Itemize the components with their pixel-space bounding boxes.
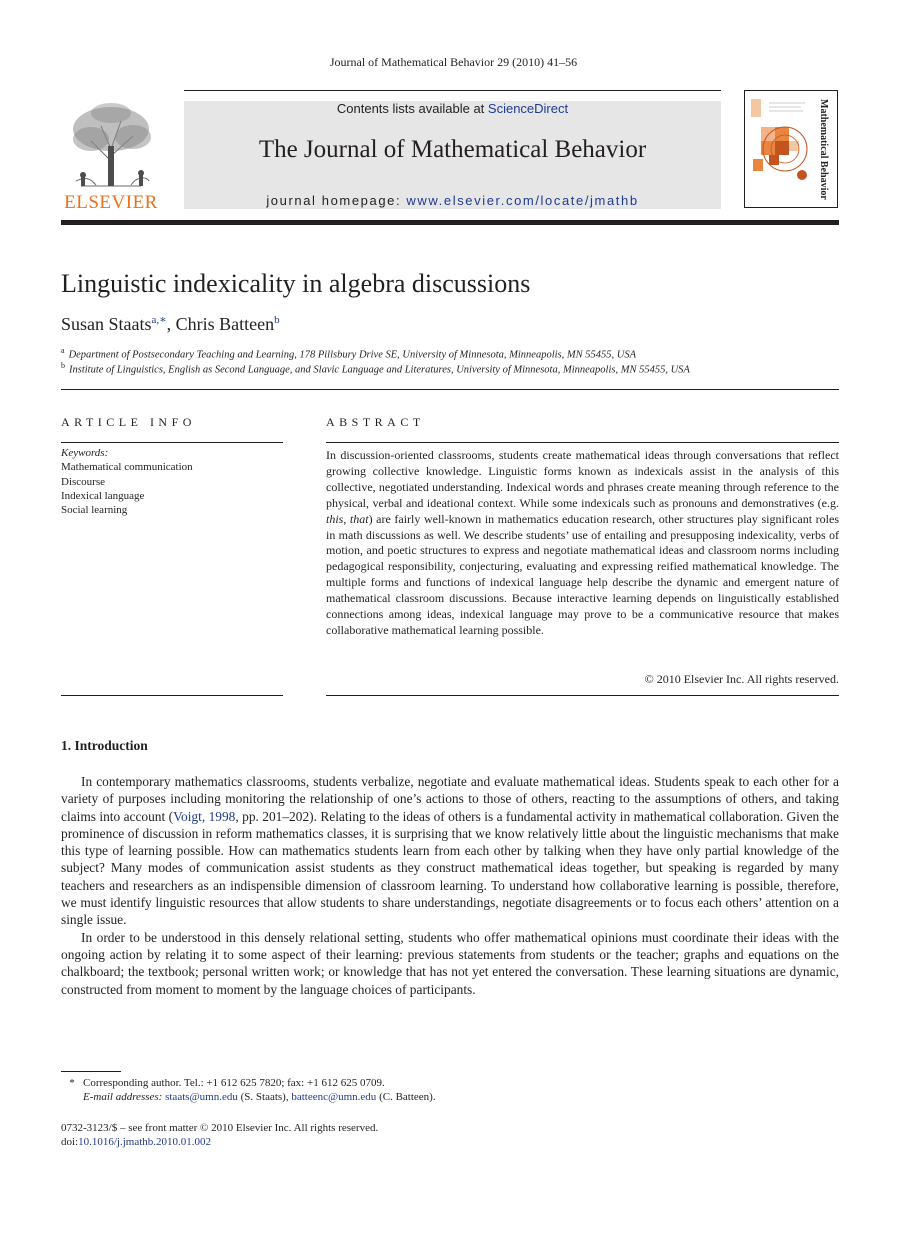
affiliation-a xyxy=(61,346,636,361)
affiliation-text: Institute of Linguistics, English as Second Language, and Slavic Language and Literatures, University of Minnesota, Minneapolis, MN 55455, USA xyxy=(69,364,690,376)
article-info-heading: ARTICLE INFO xyxy=(61,415,196,429)
affiliation-mark: a xyxy=(61,346,65,355)
doi-link[interactable]: 10.1016/j.jmathb.2010.01.002 xyxy=(78,1136,212,1148)
abstract-text: In discussion-oriented classrooms, students create mathematical ideas through conversations that reflect growing collective knowledge. Linguistic forms known as indexicals assist in the analysis of this collective, negotiated understanding. Indexical words and phrases create meaning through reference to the physical, verbal and ideational context. While some indexicals such as pronouns and demonstratives (e.g. xyxy=(326,448,839,510)
footnote-text: Corresponding author. Tel.: +1 612 625 7820; fax: +1 612 625 0709. xyxy=(83,1077,385,1089)
keyword-item: Mathematical communication xyxy=(61,461,193,473)
journal-cover-image xyxy=(744,90,838,208)
introduction-body xyxy=(61,773,839,998)
affiliation-mark: b xyxy=(61,361,65,370)
email-owner: (C. Batteen). xyxy=(376,1091,436,1103)
contents-line xyxy=(184,101,721,116)
body-paragraph xyxy=(61,773,839,929)
abstract-text: ) are fairly well-known in mathematics education research, other structures play significant roles in math discussions as well. We describe students’ use of entailing and presupposing indexicality, verbs of motion, and poetic structures to express and negotiate mathematical ideas and classroom norms including pedagogical responsibility, conjecturing, evaluating and expressing reified mathematical knowledge. The multiple forms and functions of indexical language help describe the dynamic and emergent nature of mathematical classroom discussions. Because interactive learning depends on linguistically established connections among ideas, indexical language may prove to be a communicative resource that makes collaborative mathematical learning possible. xyxy=(326,511,839,637)
abstract-italic: this xyxy=(326,511,344,526)
email-link[interactable]: batteenc@umn.edu xyxy=(291,1091,377,1103)
footnote-rule xyxy=(61,1071,121,1072)
doi-label: doi: xyxy=(61,1136,79,1148)
email-link[interactable]: staats@umn.edu xyxy=(165,1091,238,1103)
keyword-item: Discourse xyxy=(61,476,105,488)
masthead-top-rule xyxy=(184,90,721,91)
paragraph-text: In contemporary mathematics classrooms, students verbalize, negotiate and evaluate mathematical ideas. Students speak to each other for a variety of purposes including monitoring the relationship of one’s actions to those of others, reacting to the assumptions of others, and taking claims into account ( xyxy=(61,774,839,824)
citation-link[interactable]: Voigt, 1998 xyxy=(173,808,236,824)
abstract-italic: that xyxy=(349,511,369,526)
email-note xyxy=(83,1091,436,1103)
keyword-item: Indexical language xyxy=(61,490,145,502)
homepage-link[interactable]: www.elsevier.com/locate/jmathb xyxy=(406,193,639,208)
email-label: E-mail addresses: xyxy=(83,1091,166,1103)
article-info-rule xyxy=(61,442,283,443)
journal-masthead xyxy=(184,101,721,209)
abstract-rule xyxy=(326,442,839,443)
affiliation-rule xyxy=(61,389,839,390)
abstract-paragraph xyxy=(326,448,839,639)
body-paragraph: In order to be understood in this densely relational setting, students who offer mathematical opinions must coordinate their ideas with the ongoing action by relating it to some aspect of their learning: previous statements from students or the teacher; graphs and equations on the chalkboard; the textbook; personal written work; or knowledge that has not yet entered the conversation. These learning situations are dynamic, constructed from moment to moment by the language choices of participants. xyxy=(61,929,839,997)
keyword-item: Social learning xyxy=(61,504,128,516)
running-head: Journal of Mathematical Behavior 29 (2010) 41–56 xyxy=(329,55,578,69)
header-thick-rule xyxy=(61,220,839,225)
corresponding-author-note xyxy=(61,1077,385,1089)
abstract-text: , xyxy=(343,511,350,526)
article-info-bottom-rule xyxy=(61,695,283,696)
contents-prefix: Contents lists available at xyxy=(336,101,488,116)
email-owner: (S. Staats), xyxy=(237,1091,292,1103)
author-list xyxy=(61,313,280,335)
article-title: Linguistic indexicality in algebra discussions xyxy=(61,269,531,298)
tree-icon xyxy=(61,101,161,191)
affiliation-text: Department of Postsecondary Teaching and Learning, 178 Pillsbury Drive SE, University of Minnesota, Minneapolis, MN 55455, USA xyxy=(68,349,636,361)
author-2-marks[interactable]: b xyxy=(274,314,280,326)
abstract-heading: ABSTRACT xyxy=(326,415,425,429)
issn-line: 0732-3123/$ – see front matter © 2010 Elsevier Inc. All rights reserved. xyxy=(61,1122,379,1134)
doi-line xyxy=(61,1136,211,1148)
author-1-marks[interactable]: a,∗ xyxy=(151,314,167,326)
sciencedirect-link[interactable]: ScienceDirect xyxy=(487,101,569,116)
section-heading: 1. Introduction xyxy=(61,738,148,753)
cover-title: Mathematical Behavior xyxy=(818,99,829,200)
abstract-body xyxy=(326,448,839,639)
elsevier-wordmark: ELSEVIER xyxy=(64,192,158,213)
footnote-star: * xyxy=(69,1077,75,1089)
paragraph-text: , pp. 201–202). Relating to the ideas of others is a fundamental activity in mathematical collaboration. Given the prominence of discussion in reform mathematics classes, it is surprising that we know relatively little about the linguistic mechanisms that make this type of learning possible. How can mathematics students learn from each other by talking when they have only partial knowledge of the subject? Many modes of communication assist students as they construct mathematical ideas together, but speaking is regarded by many teachers and researchers as an indispensible dimension of classroom learning. To understand how collaborative learning is possible, therefore, we must identify linguistic resources that allow students to share understandings, negotiate disagreements or to focus each others’ attention on a single issue. xyxy=(61,808,839,928)
author-separator: , xyxy=(166,314,176,334)
homepage-prefix: journal homepage: xyxy=(266,193,407,208)
journal-homepage xyxy=(184,193,721,208)
author-1: Susan Staats xyxy=(61,314,152,334)
affiliation-b xyxy=(61,361,690,376)
abstract-bottom-rule xyxy=(326,695,839,696)
author-2: Chris Batteen xyxy=(175,314,275,334)
abstract-copyright: © 2010 Elsevier Inc. All rights reserved. xyxy=(644,672,839,686)
journal-title: The Journal of Mathematical Behavior xyxy=(258,136,647,163)
keywords-label: Keywords: xyxy=(61,447,109,459)
